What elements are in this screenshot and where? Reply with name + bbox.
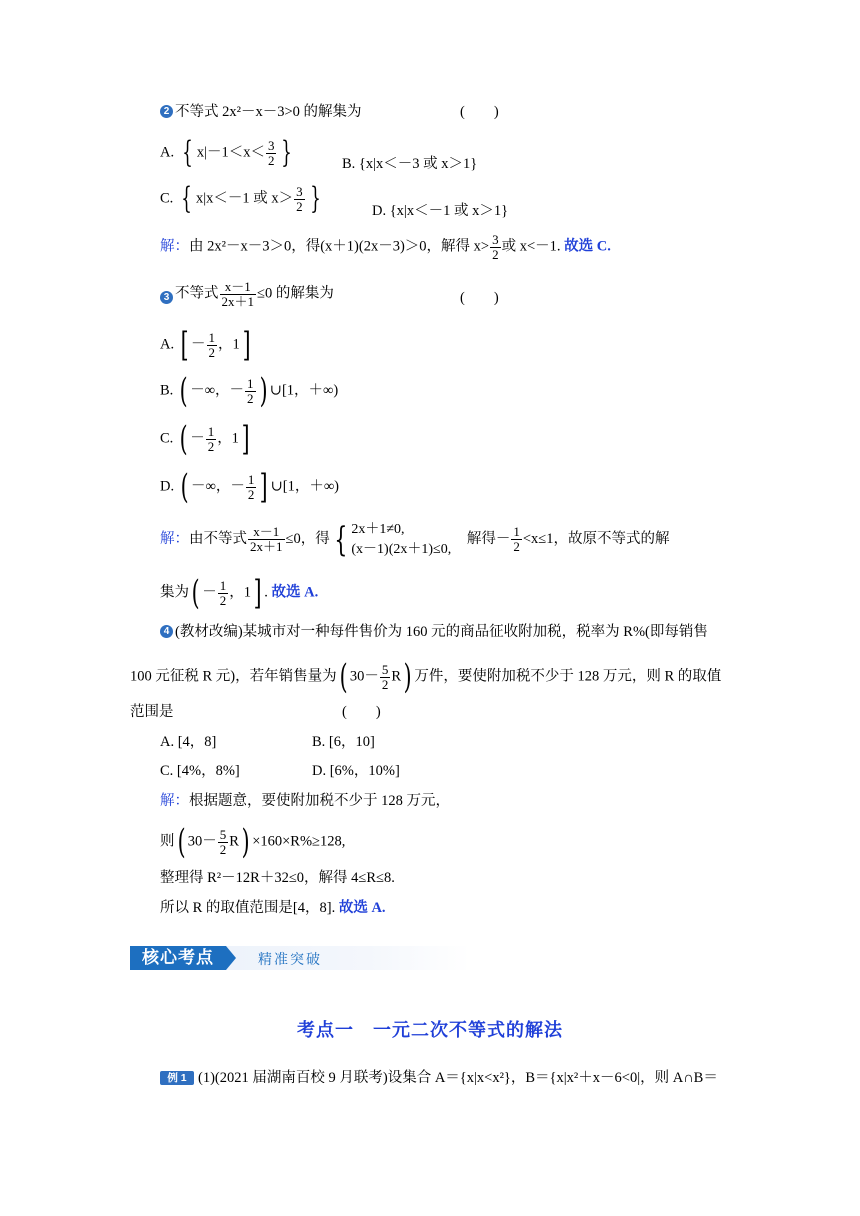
option-c: [160, 181, 325, 216]
answer-choice: 故选 A.: [338, 900, 386, 916]
system-brace: {: [334, 519, 348, 560]
solution: [160, 233, 611, 261]
right-brace: }: [281, 135, 293, 170]
fraction: $\frac{3}{2}$: [267, 137, 275, 168]
question-number-badge: 3: [160, 291, 173, 304]
solution-label: 解：: [160, 530, 189, 547]
left-bracket: [: [180, 325, 189, 365]
answer-parentheses: ( ): [460, 290, 499, 306]
left-paren: (: [177, 822, 186, 862]
left-paren: (: [339, 657, 348, 697]
right-brace: }: [309, 181, 321, 216]
option-set: x|－1＜x＜: [196, 144, 265, 161]
inequality-system: 2x＋1≠0, (x－1)(2x＋1)≤0,: [351, 522, 452, 557]
answer-choice: 故选 C.: [564, 238, 611, 255]
option-b: B. {x|x＜－3 或 x＞1}: [342, 156, 478, 172]
question-number-badge: 4: [160, 625, 173, 638]
option-c: C. ( － $\frac{1}{2}$ ，1]: [160, 419, 250, 459]
fraction: $\frac{3}{2}$: [492, 232, 499, 262]
left-paren: (: [180, 467, 189, 507]
option-c: C. [4%，8%]: [160, 763, 240, 779]
answer-parentheses: ( ): [342, 704, 381, 720]
fraction: $\frac{1}{2}$: [219, 577, 227, 608]
topic-heading: 考点一 一元二次不等式的解法: [297, 1020, 563, 1040]
question-stem: 不等式 2x²－x－3>0 的解集为: [175, 104, 362, 120]
option-d: D. ( －∞，－ $\frac{1}{2}$ ] ∪[1，＋∞): [160, 467, 340, 507]
question-line-2: 100 元征税 R 元)，若年销售量为( 30－ $\frac{5}{2}$ R) 万件，要使附加税不少于 128 万元，则 R 的取值: [130, 657, 722, 697]
answer-parentheses: ( ): [460, 104, 499, 120]
solution: 解：根据题意，要使附加税不少于 128 万元，: [160, 793, 450, 809]
right-bracket: ]: [253, 573, 262, 613]
solution-line-4: 所以 R 的取值范围是[4，8]. 故选 A.: [160, 900, 386, 916]
left-paren: (: [179, 371, 188, 411]
option-label: A.: [160, 144, 175, 161]
solution-line-2: 集为( － $\frac{1}{2}$ ，1] . 故选 A.: [160, 573, 319, 613]
option-d: D. [6%，10%]: [312, 763, 400, 779]
option-b: B. ( －∞，－ $\frac{1}{2}$ ) ∪[1，＋∞): [160, 371, 339, 411]
fraction: $\frac{5}{2}$: [381, 661, 389, 692]
option-label: C.: [160, 190, 174, 207]
fraction: $\frac{1}{2}$: [513, 524, 520, 555]
option-d: D. {x|x＜－1 或 x＞1}: [372, 203, 509, 219]
option-a: A. [ － $\frac{1}{2}$ ，1]: [160, 325, 251, 365]
fraction: $\frac{x-1}{2x+1}$: [250, 524, 283, 555]
answer-choice: 故选 A.: [271, 584, 319, 601]
fraction: $\frac{1}{2}$: [247, 375, 254, 406]
solution-line-3: 整理得 R²－12R＋32≤0，解得 4≤R≤8.: [160, 870, 395, 886]
left-paren: (: [191, 573, 200, 613]
left-brace: {: [181, 181, 192, 216]
fraction: $\frac{5}{2}$: [219, 826, 227, 857]
option-set: x|x＜－1 或 x＞: [196, 190, 294, 207]
right-bracket: ]: [259, 467, 268, 507]
section-subtitle: 精准突破: [258, 953, 322, 968]
fraction: $\frac{x-1}{2x+1}$: [221, 279, 255, 309]
right-paren: ): [403, 657, 412, 697]
solution: 解：由不等式 $\frac{x-1}{2x+1}$ ≤0，得 { 2x＋1≠0, (x－1)(2x＋1)≤0, 解得－ $\frac{1}{2}$ <x≤1，故原不等式的解: [160, 519, 670, 560]
right-bracket: ]: [242, 325, 251, 365]
option-a: [160, 135, 297, 170]
section-arrow-icon: [226, 946, 236, 970]
question-number-badge: 2: [160, 105, 173, 118]
right-paren: ): [259, 371, 268, 411]
solution-label: 解：: [160, 238, 189, 255]
fraction: $\frac{1}{2}$: [208, 329, 215, 360]
right-bracket: ]: [241, 419, 250, 459]
right-paren: ): [241, 822, 250, 862]
fraction: $\frac{1}{2}$: [247, 471, 255, 502]
fraction: $\frac{3}{2}$: [296, 183, 303, 214]
solution-text: 由 2x²－x－3＞0，得(x＋1)(2x－3)＞0，解得 x>: [189, 238, 490, 255]
fraction: $\frac{1}{2}$: [207, 423, 215, 454]
example-text: (1)(2021 届湖南百校 9 月联考)设集合 A＝{x|x<x²}，B＝{x|x²＋x－6<0|，则 A∩B＝: [198, 1070, 718, 1086]
question-stem: 不等式 $\frac{x-1}{2x+1}$ ≤0 的解集为: [175, 279, 334, 309]
solution-tail: 或 x<－1.: [501, 238, 561, 255]
section-tag: 核心考点: [130, 946, 226, 970]
left-paren: (: [179, 419, 188, 459]
example-badge: 例 1: [160, 1071, 194, 1085]
question-line-1: (教材改编)某城市对一种每件售价为 160 元的商品征收附加税，税率为 R%(即每销售: [175, 624, 708, 640]
left-brace: {: [182, 135, 193, 170]
option-a: A. [4，8]: [160, 734, 217, 750]
solution-label: 解：: [160, 793, 189, 809]
question-line-3: 范围是: [130, 704, 174, 720]
option-b: B. [6，10]: [312, 734, 375, 750]
solution-line-2: 则( 30－ $\frac{5}{2}$ R) ×160×R%≥128,: [160, 822, 346, 862]
